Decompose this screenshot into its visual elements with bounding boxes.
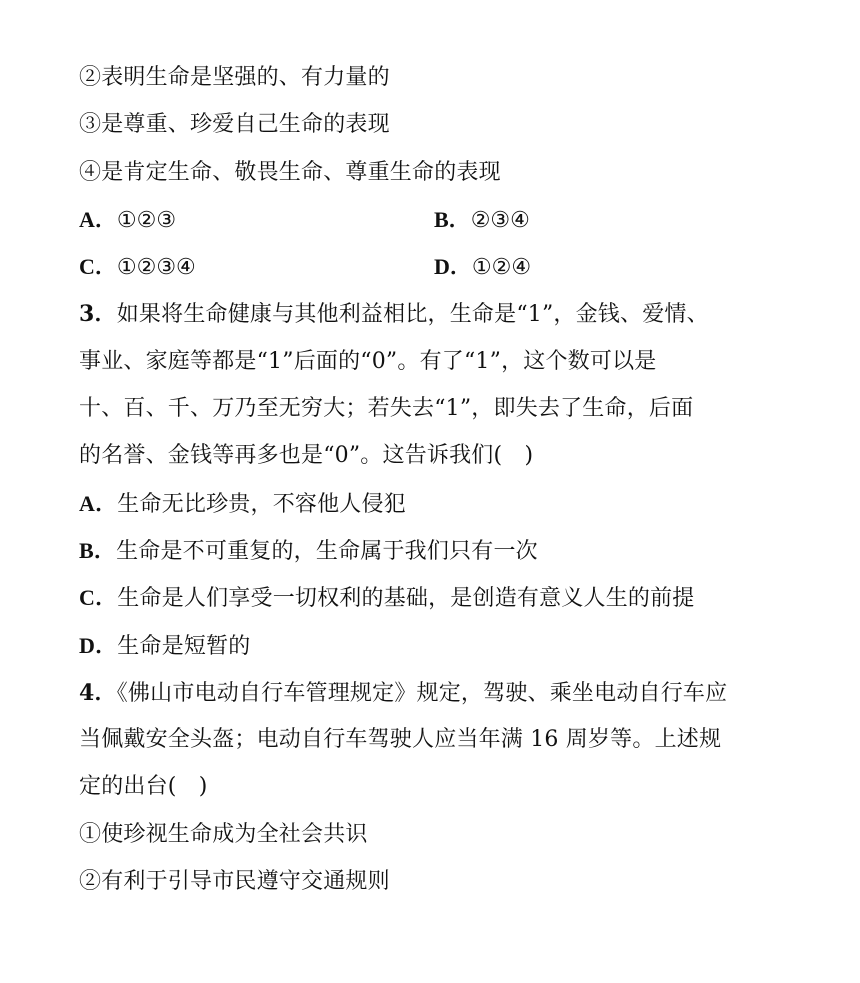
option-text: 生命无比珍贵，不容他人侵犯 (117, 491, 406, 517)
q4-stem-line-1 (79, 673, 789, 720)
q2-option-c (79, 247, 434, 294)
option-key: D． (434, 254, 472, 280)
q3-option-b (79, 531, 789, 578)
q3-stem-line-1 (79, 294, 789, 341)
option-key: B． (434, 206, 471, 232)
q3-option-a (79, 484, 789, 531)
q3-option-d (79, 626, 789, 673)
q2-statement-4: ④是肯定生命、敬畏生命、尊重生命的表现 (79, 159, 501, 185)
q3-stem-text: 如果将生命健康与其他利益相比，生命是“1”，金钱、爱情、 (116, 302, 709, 328)
option-text: ①②③ (116, 207, 177, 233)
option-text: ①②③④ (116, 255, 196, 281)
option-key: A． (79, 206, 117, 232)
q4-statement-2: ②有利于引导市民遵守交通规则 (79, 869, 390, 895)
option-key: A． (79, 490, 118, 516)
option-key: C． (79, 585, 118, 611)
q3-stem-line-4: 的名誉、金钱等再多也是“0”。这告诉我们( ) (79, 443, 534, 469)
document-page (79, 58, 789, 909)
question-number: 4． (79, 679, 117, 706)
q3-stem-line-3: 十、百、千、万乃至无穷大；若失去“1”，即失去了生命，后面 (79, 396, 694, 422)
q2-statement-3: ③是尊重、珍爱自己生命的表现 (79, 112, 390, 138)
q4-stem-line-3: 定的出台( ) (79, 774, 208, 800)
q2-options-row-2 (79, 247, 789, 294)
option-text: 生命是不可重复的，生命属于我们只有一次 (116, 538, 538, 564)
q2-statement-2: ②表明生命是坚强的、有力量的 (79, 65, 390, 90)
option-text: 生命是短暂的 (117, 633, 251, 659)
q2-options-row-1 (79, 200, 789, 247)
option-text: 生命是人们享受一切权利的基础，是创造有意义人生的前提 (117, 586, 695, 612)
question-number: 3． (79, 301, 117, 328)
q2-option-a (79, 200, 434, 247)
option-key: B． (79, 537, 117, 563)
option-text: ①②④ (471, 255, 532, 281)
q2-option-d (434, 247, 789, 294)
q4-stem-text: 《佛山市电动自行车管理规定》规定，驾驶、乘坐电动自行车应 (116, 680, 728, 706)
q3-option-c (79, 578, 789, 625)
q4-statement-1: ①使珍视生命成为全社会共识 (79, 821, 368, 847)
option-key: C． (79, 254, 117, 280)
option-key: D． (79, 632, 118, 658)
q2-option-b (434, 200, 789, 247)
q4-stem-line-2: 当佩戴安全头盔；电动自行车驾驶人应当年满 16 周岁等。上述规 (79, 727, 722, 753)
option-text: ②③④ (470, 207, 530, 233)
q3-stem-line-2: 事业、家庭等都是“1”后面的“0”。有了“1”，这个数可以是 (79, 348, 657, 374)
